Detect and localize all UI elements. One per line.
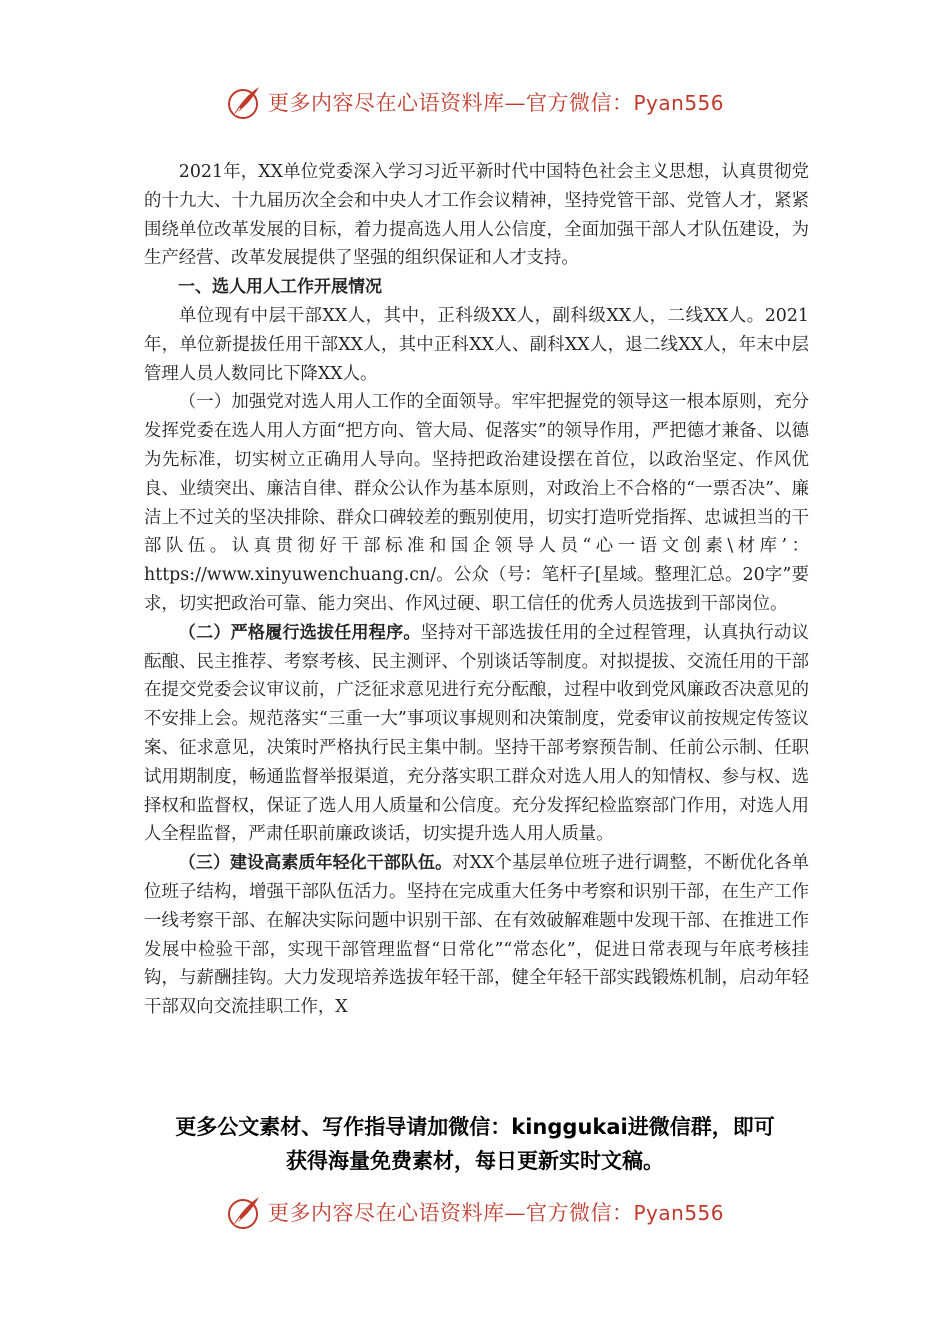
section-heading: 一、选人用人工作开展情况 xyxy=(178,277,382,298)
header-banner xyxy=(226,82,746,122)
banner-text: 更多内容尽在心语资料库—官方微信：Pyan556 xyxy=(268,1201,725,1225)
paragraph-young-cadres: （三）建设高素质年轻化干部队伍。对XX个基层单位班子进行调整，不断优化各单位班子结构，增强干部队伍活力。坚持在完成重大任务中考察和识别干部，在生产工作一线考察干部、在解决实际问题中识别干部、在有效破解难题中发现干部、在推进工作发展中检验干部，实现干部管理监督“日常化”“常态化”，促进日常表现与年底考核挂钩，与薪酬挂钩。大力发现培养选拔年轻干部，健全年轻干部实践锻炼机制，启动年轻干部双向交流挂职工作，X xyxy=(144,853,809,1018)
document-body xyxy=(144,158,809,1021)
quill-logo-icon xyxy=(226,84,262,120)
paragraph-staff-numbers: 单位现有中层干部XX人，其中，正科级XX人，副科级XX人，二线XX人。2021年，单位新提拔任用干部XX人，其中正科XX人、副科XX人，退二线XX人，年末中层管理人员人数同比下降XX人。 xyxy=(144,305,809,384)
quill-logo-icon xyxy=(226,1194,262,1230)
paragraph-intro: 2021年，XX单位党委深入学习习近平新时代中国特色社会主义思想，认真贯彻党的十九大、十九届历次全会和中央人才工作会议精神，坚持党管干部、党管人才，紧紧围绕单位改革发展的目标，着力提高选人用人公信度，全面加强干部人才队伍建设，为生产经营、改革发展提供了坚强的组织保证和人才支持。 xyxy=(144,162,809,269)
paragraph-leadership: （一）加强党对选人用人工作的全面领导。牢牢把握党的领导这一根本原则，充分发挥党委在选人用人方面“把方向、管大局、促落实”的领导作用，严把德才兼备、以德为先标准，切实树立正确用人导向。坚持把政治建设摆在首位，以政治坚定、作风优良、业绩突出、廉洁自律、群众公认作为基本原则，对政治上不合格的“一票否决”、廉洁上不过关的坚决排除、群众口碑较差的甄别使用，切实打造听党指挥、忠诚担当的干部队伍。认真贯彻好干部标准和国企领导人员“心一语文创素\材库’：https://www.xinyuwenchuang.cn/。公众（号：笔杆子[星域。整理汇总。20字”要求，切实把政治可靠、能力突出、作风过硬、职工信任的优秀人员选拔到干部岗位。 xyxy=(144,392,809,614)
promo-line-2: 获得海量免费素材，每日更新实时文稿。 xyxy=(286,1149,664,1173)
banner-text: 更多内容尽在心语资料库—官方微信：Pyan556 xyxy=(268,91,725,115)
promo-notice xyxy=(100,1110,850,1178)
promo-line-1: 更多公文素材、写作指导请加微信：kinggukai进微信群，即可 xyxy=(175,1115,775,1139)
footer-banner xyxy=(226,1192,746,1232)
paragraph-procedure: （二）严格履行选拔任用程序。坚持对干部选拔任用的全过程管理，认真执行动议酝酿、民主推荐、考察考核、民主测评、个别谈话等制度。对拟提拔、交流任用的干部在提交党委会议审议前，广泛征求意见进行充分酝酿，过程中收到党风廉政否决意见的不安排上会。规范落实“三重一大”事项议事规则和决策制度，党委审议前按规定传签议案、征求意见，决策时严格执行民主集中制。坚持干部考察预告制、任前公示制、任职试用期制度，畅通监督举报渠道，充分落实职工群众对选人用人的知情权、参与权、选择权和监督权，保证了选人用人质量和公信度。充分发挥纪检监察部门作用，对选人用人全程监督，严肃任职前廉政谈话，切实提升选人用人质量。 xyxy=(144,622,809,845)
